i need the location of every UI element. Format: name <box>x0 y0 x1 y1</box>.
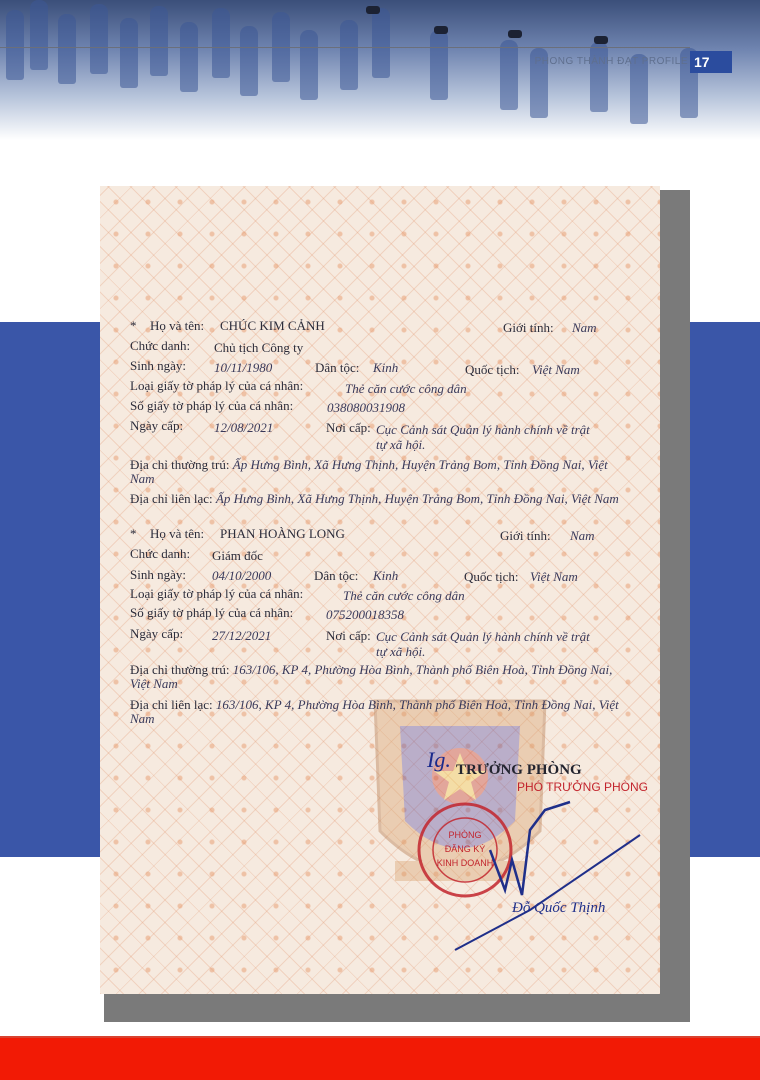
person1-contact-address <box>130 492 630 506</box>
person2-gender-label: Giới tính: <box>500 528 551 543</box>
person2-issuer-line1: Cục Cảnh sát Quản lý hành chính về trật <box>376 629 590 644</box>
signature-subheading: PHÓ TRƯỞNG PHÒNG <box>517 780 648 794</box>
person2-gender: Nam <box>570 528 595 543</box>
person1-ethnic-label: Dân tộc: <box>315 360 360 375</box>
person2-id-no: 075200018358 <box>326 607 404 622</box>
person2-perm-address-label: Địa chỉ thường trú: <box>130 662 230 677</box>
person1-title: Chủ tịch Công ty <box>214 340 304 355</box>
signer-name: Đỗ Quốc Thịnh <box>512 900 606 916</box>
person1-name: CHÚC KIM CẢNH <box>220 318 325 333</box>
person1-nationality: Việt Nam <box>532 362 580 377</box>
person1-issue-date-label: Ngày cấp: <box>130 418 184 433</box>
blue-band-right <box>690 322 760 857</box>
person2-issue-date-label: Ngày cấp: <box>130 626 184 641</box>
person1-dob: 10/11/1980 <box>214 360 273 375</box>
person1-perm-address <box>130 458 630 486</box>
stamp-line-3: KINH DOANH <box>436 858 494 868</box>
person1-contact-address-value: Ấp Hưng Bình, Xã Hưng Thịnh, Huyện Trảng Bom, Tỉnh Đồng Nai, Việt Nam <box>215 491 619 506</box>
person2-issuer-line2: tự xã hội. <box>376 644 426 659</box>
person1-perm-address-value: Ấp Hưng Bình, Xã Hưng Thịnh, Huyện Trảng Bom, Tỉnh Đồng Nai, Việt Nam <box>130 457 608 486</box>
person2-id-type-label: Loại giấy tờ pháp lý của cá nhân: <box>130 586 304 601</box>
handwritten-signature <box>450 790 650 960</box>
profile-header-label: PHONG THÀNH ĐẠT PROFILE <box>534 56 688 67</box>
page-number: 17 <box>690 51 732 73</box>
person1-name-label: Họ và tên: <box>150 318 205 333</box>
person1-gender-label: Giới tính: <box>503 320 554 335</box>
person2-nationality-label: Quốc tịch: <box>464 569 519 584</box>
header-divider <box>0 47 690 48</box>
person2-name: PHAN HOÀNG LONG <box>220 526 345 541</box>
person1-star: * <box>130 318 137 333</box>
signature-heading: TRƯỞNG PHÒNG <box>456 762 582 778</box>
person1-contact-address-label: Địa chỉ liên lạc: <box>130 491 213 506</box>
person2-star: * <box>130 526 137 541</box>
person2-issuer-label: Nơi cấp: <box>326 628 371 643</box>
person2-perm-address-value: 163/106, KP 4, Phường Hòa Bình, Thành phố Biên Hoà, Tỉnh Đồng Nai, Việt Nam <box>130 662 613 691</box>
person1-nationality-label: Quốc tịch: <box>465 362 520 377</box>
person1-gender: Nam <box>572 320 597 335</box>
person2-contact-address-label: Địa chỉ liên lạc: <box>130 697 213 712</box>
person1-perm-address-label: Địa chỉ thường trú: <box>130 457 230 472</box>
person1-id-type-label: Loại giấy tờ pháp lý của cá nhân: <box>130 378 304 393</box>
person1-issue-date: 12/08/2021 <box>214 420 274 435</box>
signature-initial: Ig. <box>427 747 451 772</box>
person1-title-label: Chức danh: <box>130 338 191 353</box>
person2-issue-date: 27/12/2021 <box>212 628 272 643</box>
person2-title: Giám đốc <box>212 548 263 563</box>
person1-id-no-label: Số giấy tờ pháp lý của cá nhân: <box>130 398 294 413</box>
person2-nationality: Việt Nam <box>530 569 578 584</box>
person1-issuer-line2: tự xã hội. <box>376 437 426 452</box>
person1-dob-label: Sinh ngày: <box>130 358 186 373</box>
footer-red-bar <box>0 1038 760 1080</box>
person2-title-label: Chức danh: <box>130 546 191 561</box>
person1-ethnic: Kinh <box>373 360 399 375</box>
blue-band-left <box>0 322 100 857</box>
person2-dob: 04/10/2000 <box>212 568 272 583</box>
person1-id-type: Thẻ căn cước công dân <box>345 381 467 396</box>
person2-id-no-label: Số giấy tờ pháp lý của cá nhân: <box>130 605 294 620</box>
person1-id-no: 038080031908 <box>327 400 405 415</box>
person1-issuer-label: Nơi cấp: <box>326 420 371 435</box>
stamp-line-2: ĐĂNG KÝ <box>444 844 486 854</box>
person2-contact-address <box>130 698 630 726</box>
stamp-line-1: PHÒNG <box>448 830 482 840</box>
person2-id-type: Thẻ căn cước công dân <box>343 588 465 603</box>
person2-perm-address <box>130 663 630 691</box>
person2-name-label: Họ và tên: <box>150 526 205 541</box>
person1-issuer-line1: Cục Cảnh sát Quản lý hành chính về trật <box>376 422 590 437</box>
person2-dob-label: Sinh ngày: <box>130 567 186 582</box>
header-photo-banner <box>0 0 760 140</box>
person2-ethnic: Kinh <box>373 568 399 583</box>
person2-contact-address-value: 163/106, KP 4, Phường Hòa Bình, Thành phố Biên Hoà, Tỉnh Đồng Nai, Việt Nam <box>130 697 619 726</box>
person2-ethnic-label: Dân tộc: <box>314 568 359 583</box>
